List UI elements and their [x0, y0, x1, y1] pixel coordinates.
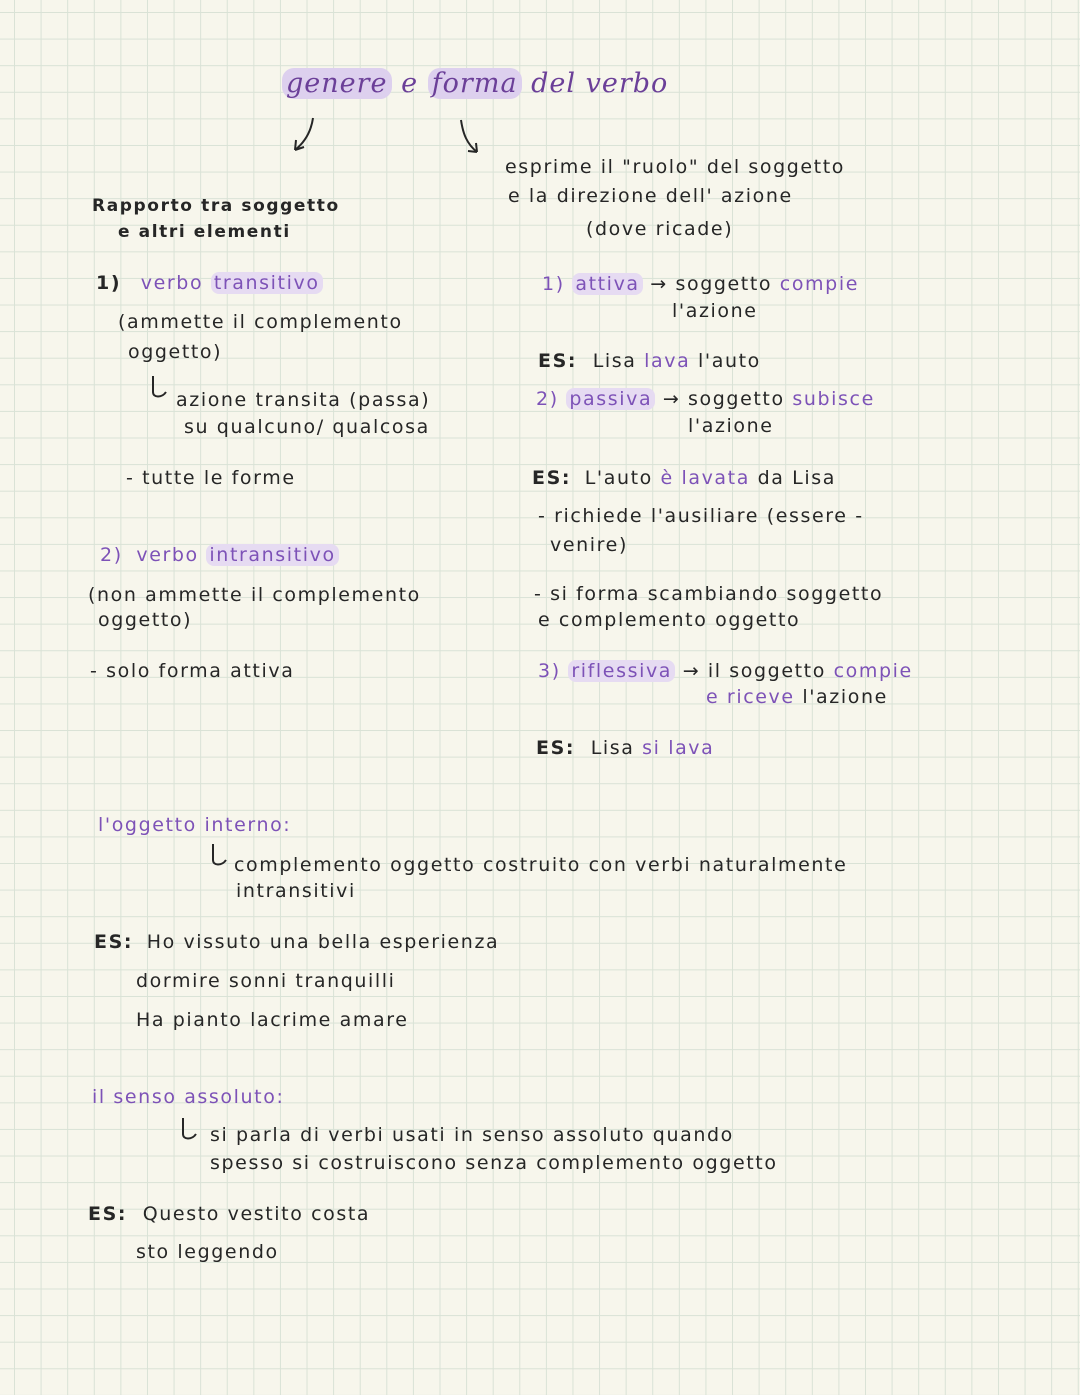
riflessiva-term: riflessiva	[568, 660, 675, 682]
attiva-term: attiva	[572, 273, 642, 295]
oggetto-interno-es-label: ES:	[94, 931, 134, 953]
intransitivo-note: - solo forma attiva	[90, 660, 295, 682]
senso-assoluto-desc-line1: si parla di verbi usati in senso assoluto quando	[210, 1124, 734, 1146]
senso-assoluto-example-2: sto leggendo	[136, 1241, 279, 1263]
forma-desc-line2: e la direzione dell' azione	[508, 185, 793, 207]
title-word-forma: forma	[428, 68, 522, 99]
curved-arrow-icon	[148, 374, 172, 402]
passiva-example	[532, 467, 836, 490]
attiva-text-azione: l'azione	[672, 300, 758, 322]
title-word-del-verbo: del verbo	[531, 68, 669, 99]
riflessiva-heading	[538, 660, 913, 683]
passiva-es-agent: da Lisa	[757, 467, 836, 489]
transitivo-sub-line2: su qualcuno/ qualcosa	[184, 416, 430, 438]
attiva-example	[538, 350, 761, 373]
senso-assoluto-example-text-1: Questo vestito costa	[142, 1203, 371, 1225]
transitivo-num: 1)	[96, 272, 122, 294]
riflessiva-arrow: →	[682, 660, 701, 682]
oggetto-interno-desc-line2: intransitivi	[236, 880, 356, 902]
arrow-down-left-icon	[285, 112, 325, 160]
passiva-text-soggetto: soggetto	[688, 388, 785, 410]
forma-desc-line1: esprime il "ruolo" del soggetto	[505, 156, 845, 178]
attiva-es-label: ES:	[538, 350, 578, 372]
riflessiva-es-pronoun: si	[642, 737, 661, 759]
attiva-heading	[542, 273, 859, 296]
intransitivo-desc-line2: oggetto)	[98, 609, 193, 631]
passiva-note1-line2: venire)	[550, 534, 628, 556]
riflessiva-text-riceve: e riceve	[706, 686, 795, 708]
attiva-num: 1)	[542, 273, 565, 295]
oggetto-interno-example-1	[94, 931, 499, 954]
forma-desc-line3: (dove ricade)	[586, 218, 734, 240]
passiva-es-label: ES:	[532, 467, 572, 489]
title-word-genere: genere	[282, 68, 392, 99]
intransitivo-heading	[100, 544, 339, 567]
riflessiva-line2	[706, 686, 888, 709]
riflessiva-text-compie: compie	[833, 660, 913, 682]
transitivo-note: - tutte le forme	[126, 467, 296, 489]
attiva-es-verb: lava	[644, 350, 691, 372]
senso-assoluto-desc-line2: spesso si costruiscono senza complemento oggetto	[210, 1152, 778, 1174]
passiva-note2-line1: - si forma scambiando soggetto	[534, 583, 884, 605]
passiva-note1-line1: - richiede l'ausiliare (essere -	[538, 505, 864, 527]
transitivo-desc-line1: (ammette il complemento	[118, 311, 403, 333]
senso-assoluto-es-label: ES:	[88, 1203, 128, 1225]
passiva-es-aux: è	[660, 467, 674, 489]
senso-assoluto-example-1	[88, 1203, 370, 1226]
intransitivo-desc-line1: (non ammette il complemento	[88, 584, 421, 606]
attiva-text-soggetto: soggetto	[675, 273, 773, 295]
oggetto-interno-example-2: dormire sonni tranquilli	[136, 970, 396, 992]
riflessiva-example	[536, 737, 714, 760]
oggetto-interno-example-3: Ha pianto lacrime amare	[136, 1009, 409, 1031]
page-title	[282, 68, 668, 100]
intransitivo-num: 2)	[100, 544, 123, 566]
arrow-down-right-icon	[455, 116, 491, 162]
transitivo-desc-line2: oggetto)	[128, 341, 223, 363]
attiva-es-object: l'auto	[698, 350, 761, 372]
attiva-es-subject: Lisa	[592, 350, 637, 372]
genere-desc-line1: Rapporto tra soggetto	[92, 196, 340, 216]
passiva-es-subject: L'auto	[584, 467, 653, 489]
oggetto-interno-heading: l'oggetto interno:	[98, 814, 292, 836]
transitivo-term: transitivo	[211, 272, 323, 294]
oggetto-interno-example-text-1: Ho vissuto una bella esperienza	[146, 931, 500, 953]
passiva-note2-line2: e complemento oggetto	[538, 609, 801, 631]
curved-arrow-icon	[178, 1116, 202, 1144]
passiva-es-verb: lavata	[681, 467, 750, 489]
riflessiva-es-verb: lava	[668, 737, 715, 759]
riflessiva-text-soggetto: il soggetto	[707, 660, 826, 682]
riflessiva-es-label: ES:	[536, 737, 576, 759]
riflessiva-num: 3)	[538, 660, 561, 682]
passiva-text-azione: l'azione	[688, 415, 774, 437]
passiva-term: passiva	[566, 388, 655, 410]
genere-desc-line2: e altri elementi	[118, 222, 291, 242]
riflessiva-es-subject: Lisa	[590, 737, 635, 759]
attiva-text-compie: compie	[779, 273, 859, 295]
riflessiva-text-azione: l'azione	[802, 686, 888, 708]
passiva-num: 2)	[536, 388, 559, 410]
passiva-text-subisce: subisce	[792, 388, 875, 410]
transitivo-label: verbo	[140, 272, 204, 294]
senso-assoluto-heading: il senso assoluto:	[92, 1086, 285, 1108]
curved-arrow-icon	[208, 842, 232, 870]
passiva-arrow: →	[662, 388, 681, 410]
passiva-heading	[536, 388, 875, 411]
attiva-arrow: →	[650, 273, 668, 295]
title-word-e: e	[401, 68, 419, 99]
transitivo-sub-line1: azione transita (passa)	[176, 389, 431, 411]
transitivo-heading	[96, 272, 323, 295]
intransitivo-term: intransitivo	[206, 544, 338, 566]
intransitivo-label: verbo	[136, 544, 199, 566]
oggetto-interno-desc-line1: complemento oggetto costruito con verbi naturalmente	[234, 854, 848, 876]
